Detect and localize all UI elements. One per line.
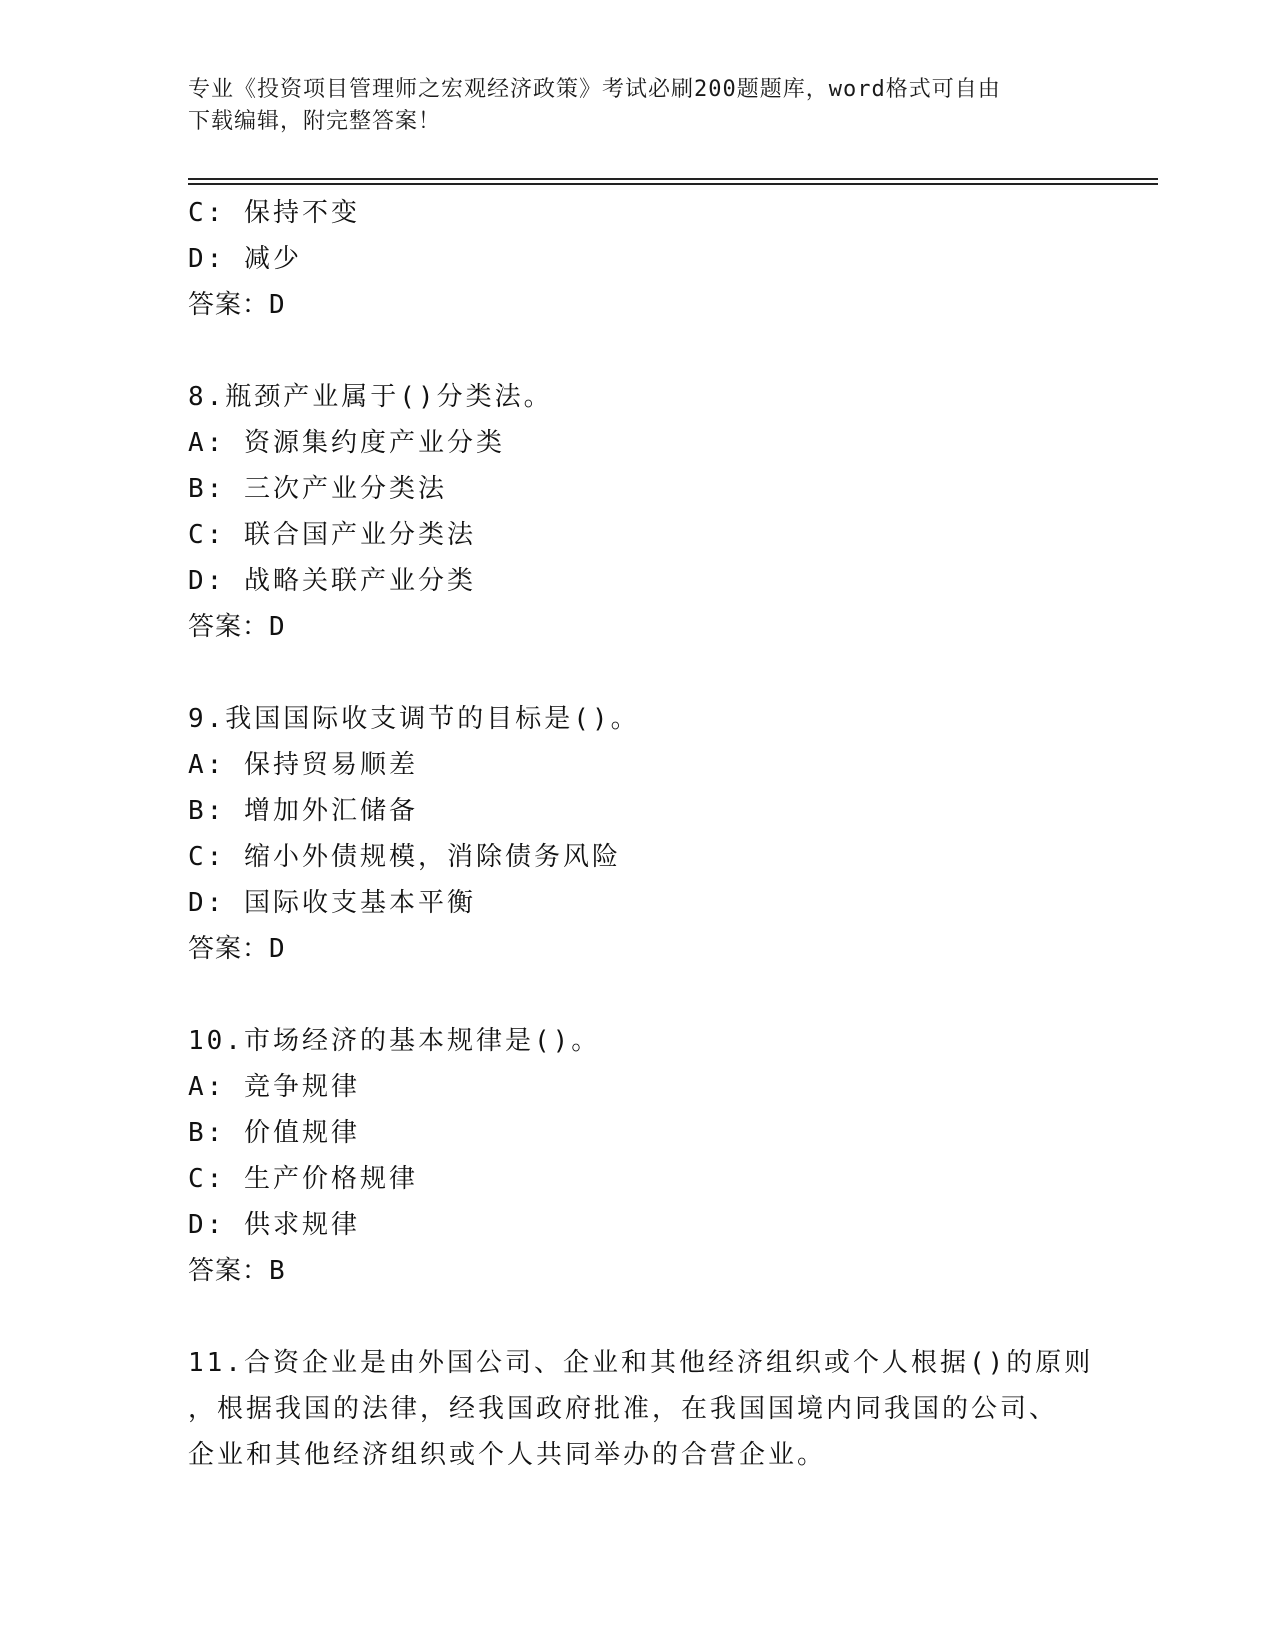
option-a: A: 资源集约度产业分类 [188,428,505,458]
option-c: C: 生产价格规律 [188,1164,418,1194]
question-7-continuation [188,190,1088,328]
question-stem-line-2: ，根据我国的法律，经我国政府批准，在我国国境内同我国的公司、 [188,1394,1059,1424]
spacer [188,650,1088,696]
answer-line: 答案：D [188,934,286,964]
question-11 [188,1340,1094,1478]
question-list [188,190,1094,1478]
spacer [188,972,1088,1018]
option-d: D: 减少 [188,244,302,274]
option-c: C: 保持不变 [188,198,360,228]
option-c: C: 缩小外债规模，消除债务风险 [188,842,621,872]
option-c: C: 联合国产业分类法 [188,520,476,550]
question-8 [188,374,1088,650]
option-b: B: 增加外汇储备 [188,796,418,826]
header-divider-top [188,178,1158,180]
option-d: D: 供求规律 [188,1210,360,1240]
option-d: D: 国际收支基本平衡 [188,888,476,918]
answer-line: 答案：B [188,1256,286,1286]
question-9 [188,696,1088,972]
spacer [188,1294,1088,1340]
option-b: B: 三次产业分类法 [188,474,447,504]
question-10 [188,1018,1088,1294]
option-b: B: 价值规律 [188,1118,360,1148]
question-stem: 10.市场经济的基本规律是()。 [188,1026,601,1056]
header-line-2: 下载编辑，附完整答案！ [188,109,442,134]
header-line-1: 专业《投资项目管理师之宏观经济政策》考试必刷200题题库，word格式可自由 [188,77,1001,102]
question-stem: 9.我国国际收支调节的目标是()。 [188,704,640,734]
option-d: D: 战略关联产业分类 [188,566,476,596]
document-header [188,74,1088,138]
header-divider-bottom [188,183,1158,185]
spacer [188,328,1088,374]
question-stem: 8.瓶颈产业属于()分类法。 [188,382,553,412]
question-stem-line-3: 企业和其他经济组织或个人共同举办的合营企业。 [188,1440,827,1470]
answer-line: 答案：D [188,290,286,320]
question-stem-line-1: 11.合资企业是由外国公司、企业和其他经济组织或个人根据()的原则 [188,1348,1094,1378]
option-a: A: 保持贸易顺差 [188,750,418,780]
answer-line: 答案：D [188,612,286,642]
option-a: A: 竞争规律 [188,1072,360,1102]
